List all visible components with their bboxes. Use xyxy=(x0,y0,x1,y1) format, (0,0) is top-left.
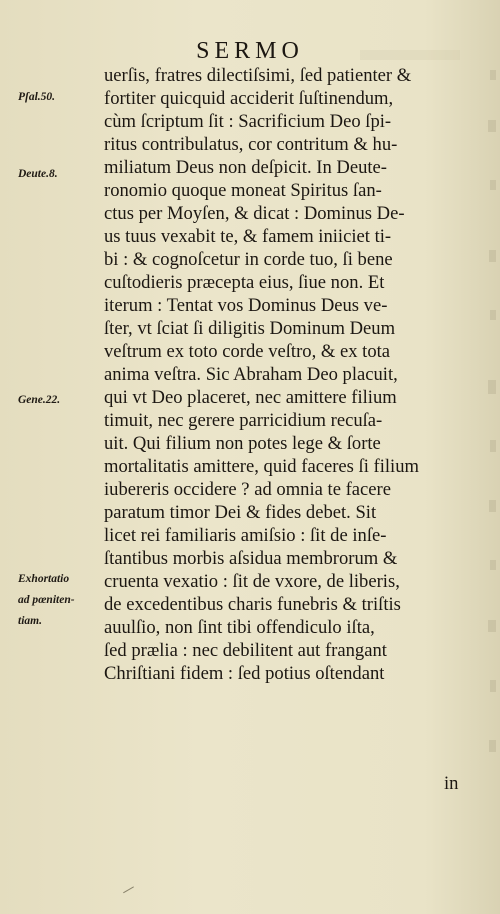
text-line: timuit, nec gerere parricidium recuſa- xyxy=(104,410,383,431)
margin-note-tiam: tiam. xyxy=(18,615,42,627)
text-line: iubereris occidere ? ad omnia te facere xyxy=(104,479,391,500)
page-header: SERMO xyxy=(196,38,304,64)
text-line: auulſio, non ſint tibi offendiculo iſta, xyxy=(104,617,375,638)
text-line: ſed prælia : nec debilitent aut frangant xyxy=(104,640,387,661)
text-line: ritus contribulatus, cor contritum & hu- xyxy=(104,134,398,155)
margin-note-deuteronomy: Deute.8. xyxy=(18,168,58,180)
pencil-mark xyxy=(118,878,134,894)
text-line: miliatum Deus non deſpicit. In Deute- xyxy=(104,157,387,178)
text-line: anima veſtra. Sic Abraham Deo placuit, xyxy=(104,364,398,385)
text-line: uerſis, fratres dilectiſsimi, ſed patienter & xyxy=(104,65,412,86)
text-line: qui vt Deo placeret, nec amittere filium xyxy=(104,387,397,408)
text-line: ctus per Moyſen, & dicat : Dominus De- xyxy=(104,203,405,224)
text-line: cùm ſcriptum ſit : Sacrificium Deo ſpi- xyxy=(104,111,392,132)
text-line: cuſtodieris præcepta eius, ſiue non. Et xyxy=(104,272,385,293)
text-line: fortiter quicquid acciderit ſuſtinendum, xyxy=(104,88,394,109)
bleed-marks xyxy=(484,60,500,780)
text-line: iterum : Tentat vos Dominus Deus ve- xyxy=(104,295,388,316)
text-line: us tuus vexabit te, & famem iniiciet ti- xyxy=(104,226,392,247)
text-line: bi : & cognoſcetur in corde tuo, ſi bene xyxy=(104,249,393,270)
catchword: in xyxy=(444,773,459,794)
facing-page-bleed xyxy=(484,60,500,780)
text-line: mortalitatis amittere, quid faceres ſi filium xyxy=(104,456,419,477)
text-line: veſtrum ex toto corde veſtro, & ex tota xyxy=(104,341,391,362)
margin-note-exhortatio: Exhortatio xyxy=(18,573,70,585)
margin-note-genesis: Gene.22. xyxy=(18,394,61,406)
text-line: ſter, vt ſciat ſi diligitis Dominum Deum xyxy=(104,318,396,339)
body-text xyxy=(104,64,474,685)
text-line: cruenta vexatio : ſit de vxore, de liberis, xyxy=(104,571,400,592)
text-line: Chriſtiani fidem : ſed potius oſtendant xyxy=(104,663,385,684)
margin-note-psalm: Pſal.50. xyxy=(18,91,56,103)
text-line: paratum timor Dei & fides debet. Sit xyxy=(104,502,377,523)
margin-note-ad-poeniten: ad pœniten- xyxy=(18,594,75,606)
text-line: ſtantibus morbis aſsidua membrorum & xyxy=(104,548,398,569)
text-line: ronomio quoque moneat Spiritus ſan- xyxy=(104,180,382,201)
text-line: uit. Qui filium non potes lege & ſorte xyxy=(104,433,381,454)
text-line: licet rei familiaris amiſsio : ſit de inſe- xyxy=(104,525,387,546)
text-line: de excedentibus charis funebris & triſtis xyxy=(104,594,401,615)
